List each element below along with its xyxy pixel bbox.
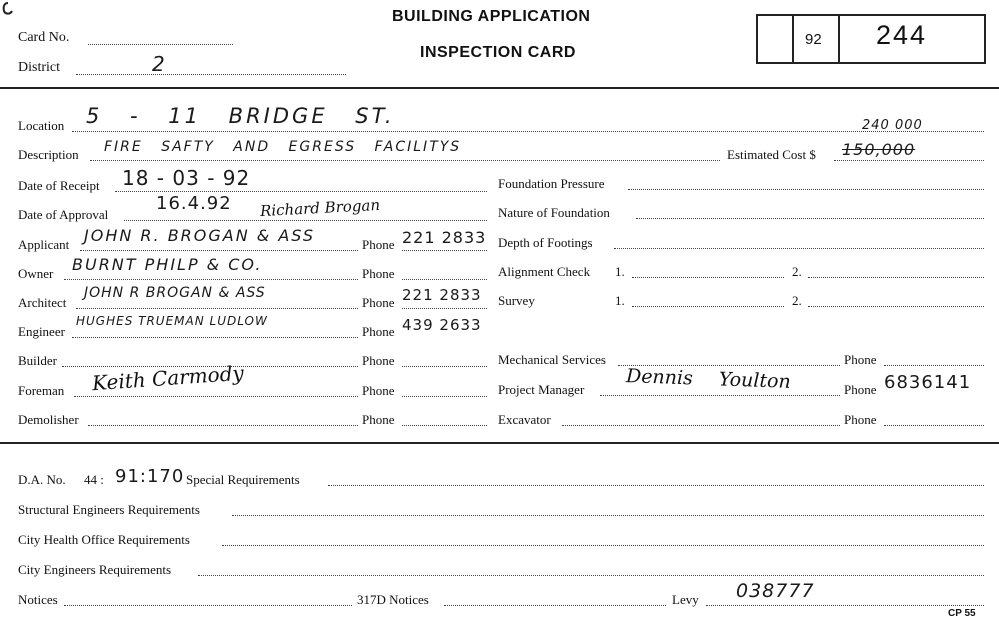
date-of-receipt-dots	[115, 191, 487, 192]
project-manager-label: Project Manager	[498, 382, 585, 397]
excavator-phone-dots	[884, 425, 984, 426]
demolisher-label: Demolisher	[18, 412, 79, 427]
project-manager-phone-label: Phone	[844, 382, 877, 397]
mechanical-services-phone-dots	[884, 365, 984, 366]
date-of-approval-label: Date of Approval	[18, 207, 109, 222]
estimated-cost-value: 240 000	[862, 118, 923, 133]
applicant-phone-dots	[402, 250, 487, 251]
demolisher-phone-dots	[402, 425, 487, 426]
excavator-phone-label: Phone	[844, 412, 877, 427]
alignment-check-dots-2	[808, 277, 984, 278]
nature-of-foundation-label: Nature of Foundation	[498, 205, 610, 220]
builder-phone-label: Phone	[362, 353, 395, 368]
engineer-phone-label: Phone	[362, 324, 395, 339]
excavator-dots	[562, 425, 840, 426]
estimated-cost-label: Estimated Cost $	[727, 147, 816, 162]
project-manager-phone-value: 6836141	[884, 372, 972, 393]
structural-engineers-label: Structural Engineers Requirements	[18, 502, 200, 517]
city-health-dots	[222, 545, 984, 546]
alignment-check-dots-1	[632, 277, 784, 278]
levy-label: Levy	[672, 592, 699, 607]
architect-value: JOHN R BROGAN & ASS	[84, 285, 266, 301]
architect-dots	[76, 308, 358, 309]
foreman-value: Keith Carmody	[91, 360, 245, 396]
survey-num2: 2.	[792, 293, 802, 308]
project-manager-value: Dennis Youlton	[625, 365, 792, 393]
engineer-phone-value: 439 2633	[402, 316, 482, 334]
notices-dots	[64, 605, 352, 606]
da-no-printed: 44 :	[84, 472, 104, 487]
card-box-divider-2	[838, 14, 840, 64]
owner-label: Owner	[18, 266, 54, 281]
applicant-value: JOHN R. BROGAN & ASS	[84, 226, 316, 245]
top-rule	[0, 87, 999, 89]
builder-phone-dots	[402, 366, 487, 367]
levy-dots	[706, 605, 984, 606]
card-box-divider-1	[792, 14, 794, 64]
foreman-label: Foreman	[18, 383, 65, 398]
district-dots	[76, 74, 346, 75]
hole-punch-mark	[2, 2, 14, 16]
middle-rule	[0, 442, 999, 444]
description-label: Description	[18, 147, 79, 162]
form-title-line1: BUILDING APPLICATION	[392, 8, 591, 25]
applicant-dots	[80, 250, 358, 251]
city-engineers-label: City Engineers Requirements	[18, 562, 172, 577]
description-value: FIRE SAFTY AND EGRESS FACILITYS	[104, 139, 462, 155]
demolisher-dots	[88, 425, 358, 426]
date-of-receipt-label: Date of Receipt	[18, 178, 100, 193]
foreman-phone-dots	[402, 396, 487, 397]
card-no-dots	[88, 44, 233, 45]
applicant-label: Applicant	[18, 237, 70, 252]
survey-dots-1	[632, 306, 784, 307]
owner-dots	[64, 279, 358, 280]
architect-phone-dots	[402, 308, 487, 309]
alignment-check-num2: 2.	[792, 264, 802, 279]
alignment-check-num1: 1.	[615, 264, 625, 279]
architect-label: Architect	[18, 295, 67, 310]
card-box-number: 244	[876, 20, 928, 50]
foundation-pressure-dots	[628, 189, 984, 190]
owner-value: BURNT PHILP & CO.	[72, 255, 263, 274]
special-requirements-dots	[328, 485, 984, 486]
description-dots	[90, 160, 720, 161]
mechanical-services-phone-label: Phone	[844, 352, 877, 367]
location-dots	[72, 131, 984, 132]
location-value: 5 - 11 BRIDGE ST.	[86, 104, 395, 128]
engineer-dots	[72, 337, 358, 338]
card-number-box	[756, 14, 986, 64]
survey-num1: 1.	[615, 293, 625, 308]
alignment-check-label: Alignment Check	[498, 264, 591, 279]
demolisher-phone-label: Phone	[362, 412, 395, 427]
foreman-phone-label: Phone	[362, 383, 395, 398]
architect-phone-label: Phone	[362, 295, 395, 310]
special-requirements-label: Special Requirements	[186, 472, 300, 487]
survey-label: Survey	[498, 293, 535, 308]
city-engineers-dots	[198, 575, 984, 576]
district-label: District	[18, 60, 60, 75]
da-no-value: 91:170	[115, 466, 185, 487]
date-of-approval-dots	[124, 220, 487, 221]
engineer-label: Engineer	[18, 324, 65, 339]
foundation-pressure-label: Foundation Pressure	[498, 176, 605, 191]
levy-value: 038777	[736, 580, 815, 602]
estimated-cost-struck: 150,000	[842, 140, 916, 159]
structural-engineers-dots	[232, 515, 984, 516]
depth-of-footings-label: Depth of Footings	[498, 235, 593, 250]
depth-of-footings-dots	[614, 248, 984, 249]
city-health-label: City Health Office Requirements	[18, 532, 190, 547]
notices-317d-dots	[444, 605, 666, 606]
survey-dots-2	[808, 306, 984, 307]
approval-signature: Richard Brogan	[259, 195, 381, 221]
location-label: Location	[18, 118, 65, 133]
applicant-phone-value: 221 2833	[402, 228, 487, 247]
date-of-approval-value: 16.4.92	[156, 193, 232, 214]
notices-label: Notices	[18, 592, 58, 607]
nature-of-foundation-dots	[636, 218, 984, 219]
project-manager-dots	[600, 395, 840, 396]
builder-label: Builder	[18, 353, 57, 368]
date-of-receipt-value: 18 - 03 - 92	[122, 166, 251, 190]
foreman-dots	[74, 396, 358, 397]
card-box-year: 92	[805, 31, 822, 48]
owner-phone-label: Phone	[362, 266, 395, 281]
applicant-phone-label: Phone	[362, 237, 395, 252]
form-code: CP 55	[948, 608, 976, 619]
form-title-line2: INSPECTION CARD	[420, 44, 576, 61]
owner-phone-dots	[402, 279, 487, 280]
district-value: 2	[152, 52, 166, 76]
estimated-cost-dots	[834, 160, 984, 161]
da-no-label: D.A. No.	[18, 472, 66, 487]
architect-phone-value: 221 2833	[402, 286, 482, 304]
card-no-label: Card No.	[18, 30, 70, 45]
mechanical-services-label: Mechanical Services	[498, 352, 606, 367]
engineer-value: HUGHES TRUEMAN LUDLOW	[76, 314, 268, 328]
notices-317d-label: 317D Notices	[357, 592, 429, 607]
excavator-label: Excavator	[498, 412, 551, 427]
